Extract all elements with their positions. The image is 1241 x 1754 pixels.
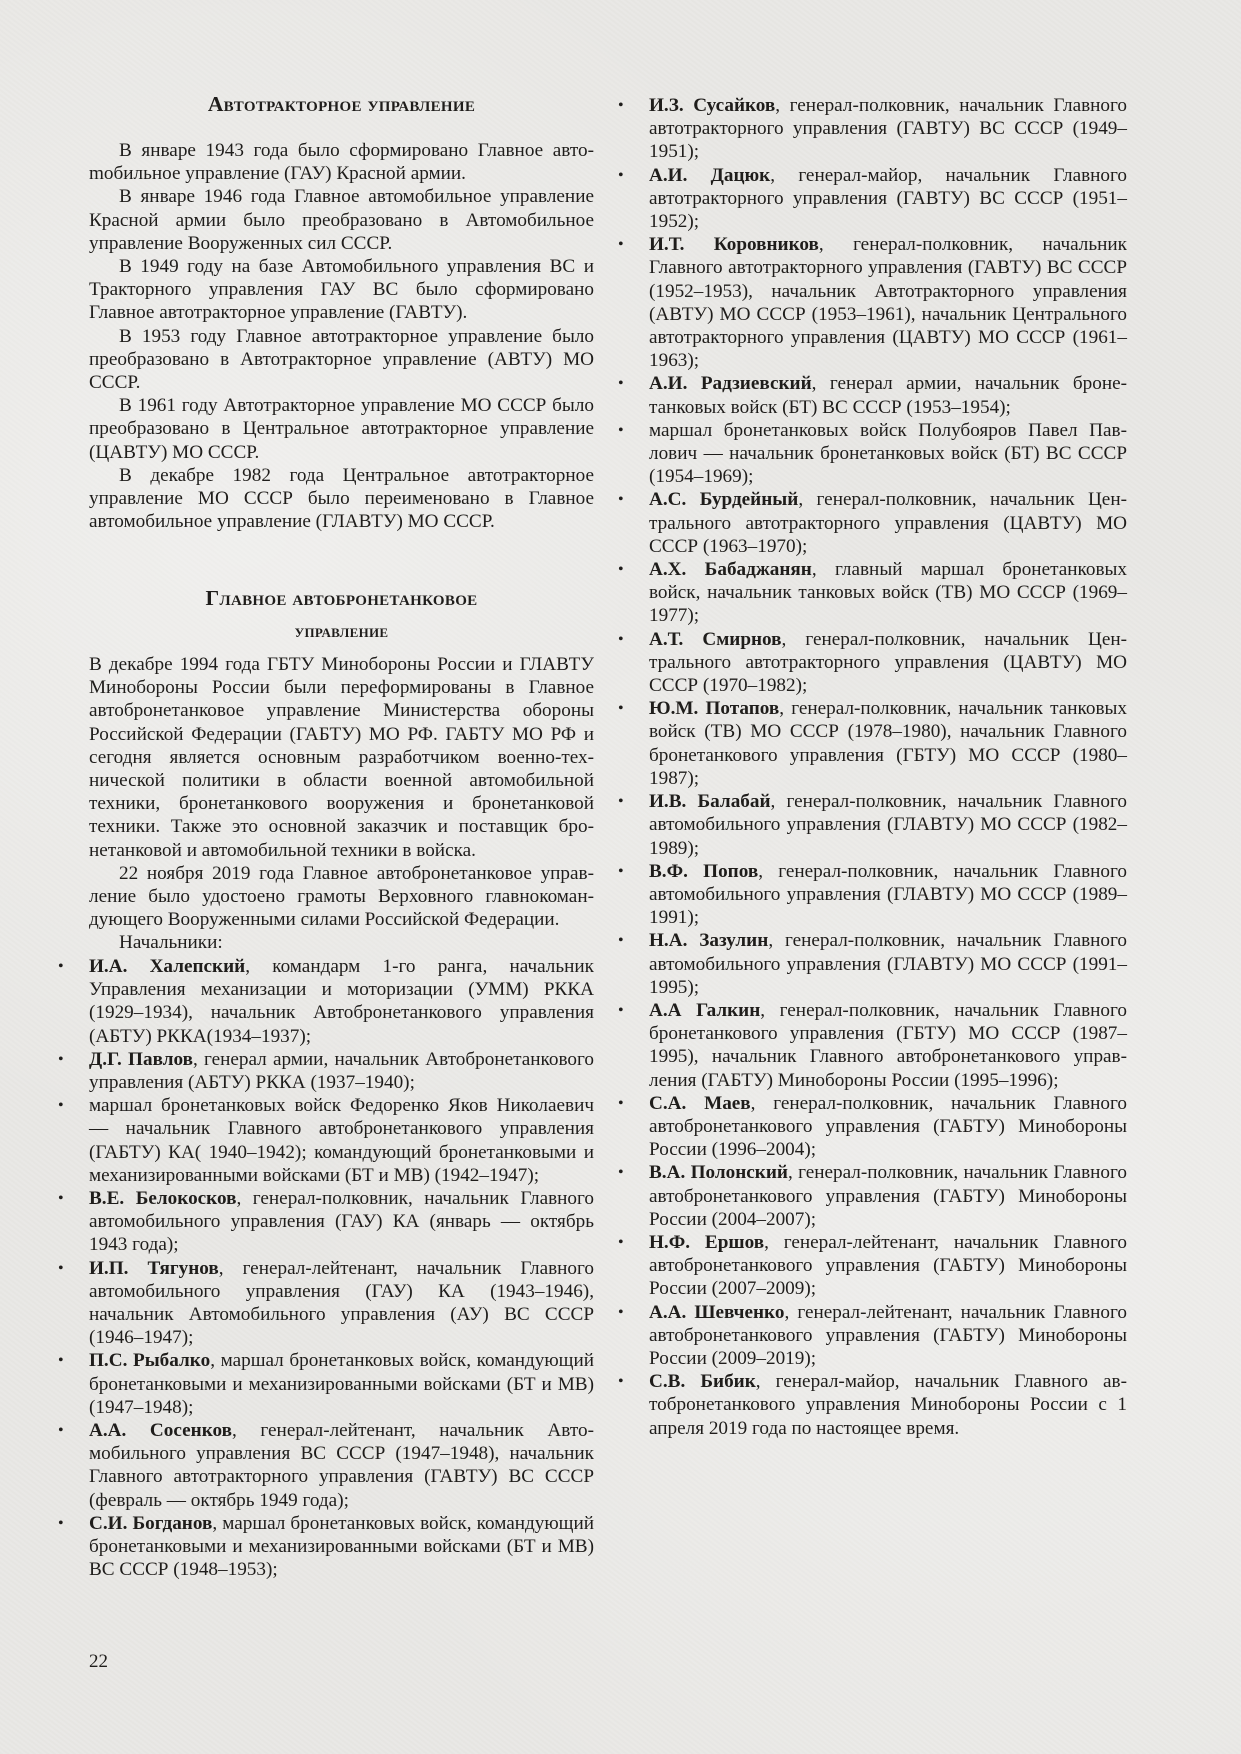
section-autotractor-body — [89, 139, 594, 533]
bullet-icon: • — [618, 793, 624, 811]
leader-name: И.Т. Коровников — [649, 234, 819, 256]
section-gabtu-body — [89, 653, 594, 955]
bullet-icon: • — [58, 1097, 64, 1115]
leader-list-item — [59, 1094, 594, 1187]
leader-name: Ю.М. Потапов — [649, 698, 780, 720]
leaders-list-left — [59, 955, 594, 1581]
leader-name: Д.Г. Павлов — [89, 1048, 193, 1070]
leader-list-item — [619, 558, 1127, 628]
leader-name: И.П. Тягунов — [89, 1257, 219, 1279]
leader-name: А.А Галкин — [649, 999, 761, 1021]
leader-name: С.А. Маев — [649, 1092, 751, 1114]
paragraph: 22 ноября 2019 года Главное автобронетанковое управление было удостоено грамоты Верховного главнокомандующего Вооруженными силами Российской Федерации. — [89, 862, 594, 931]
leader-list-item — [619, 1092, 1127, 1162]
leader-list-item — [619, 628, 1127, 698]
leader-list-item — [619, 233, 1127, 372]
leader-list-item — [619, 1161, 1127, 1231]
leader-description: маршал бронетанковых войск Полубояров Павел Павлович — начальник бронетанковых войск (БТ) ВС СССР (1954–1969); — [649, 419, 1127, 488]
leader-list-item — [619, 419, 1127, 489]
leader-list-item — [619, 164, 1127, 234]
leader-description: , генерал-полковник, начальник Главного автомобильного управления (ГЛАВТУ) МО СССР (1989–1991); — [649, 860, 1127, 929]
leaders-intro: Начальники: — [119, 932, 223, 954]
leader-name: С.И. Богданов — [89, 1512, 213, 1534]
leader-list-item — [619, 697, 1127, 790]
heading-line-2: управление — [294, 621, 389, 642]
leader-description: , генерал-полковник, начальник Главного автомобильного управления (ГЛАВТУ) МО СССР (1991–1995); — [649, 930, 1128, 998]
leader-description: , маршал бронетанковых войск, командующий бронетанковыми и механизированными войсками (БТ и МВ) ВС СССР (1948–1953); — [89, 1512, 594, 1581]
bullet-icon: • — [618, 1164, 624, 1182]
leader-description: , генерал армии, начальник Автобронетанкового управления (АБТУ) РККА (1937–1940); — [89, 1048, 594, 1094]
leader-description: , генерал-майор, начальник Главного автотракторного управления (ГАВТУ) ВС СССР (1951–1952); — [649, 164, 1127, 233]
page-number: 22 — [89, 1651, 108, 1672]
bullet-icon: • — [58, 1190, 64, 1208]
leader-description: , главный маршал бронетанковых войск, начальник танковых войск (ТВ) МО СССР (1969–1977); — [649, 559, 1127, 627]
leader-name: Н.Ф. Ершов — [649, 1231, 765, 1253]
leader-name: П.С. Рыбалко — [89, 1350, 211, 1372]
leader-list-item — [619, 999, 1127, 1092]
leader-list-item — [59, 1257, 594, 1350]
leader-description: , генерал-лейтенант, начальник Главного автобронетанкового управления (ГАБТУ) Минобороны России (2009–2019); — [649, 1301, 1127, 1369]
leader-list-item — [619, 372, 1127, 418]
leader-description: , генерал-полковник, начальник Центрального автотракторного управления (ЦАВТУ) МО СССР (1963–1970); — [649, 489, 1127, 557]
bullet-icon: • — [618, 97, 624, 114]
leader-list-item — [619, 929, 1127, 999]
bullet-icon: • — [618, 375, 624, 393]
leader-description: , генерал-полковник, начальник Главного автобронетанкового управления (ГАБТУ) Минобороны России (1996–2004); — [649, 1092, 1127, 1161]
leader-description: , маршал бронетанковых войск, командующий бронетанковыми и механизированными войсками (БТ и МВ) (1947–1948); — [89, 1350, 594, 1418]
bullet-icon: • — [618, 630, 624, 648]
leader-description: , генерал-полковник, начальник Главного автобронетанкового управления (ГАБТУ) Минобороны России (2004–2007); — [649, 1162, 1127, 1230]
bullet-icon: • — [618, 1001, 624, 1019]
leaders-list — [619, 94, 1127, 1440]
leader-name: А.А. Шевченко — [649, 1301, 785, 1323]
bullet-icon: • — [618, 862, 624, 880]
leader-name: В.А. Полонский — [649, 1162, 788, 1184]
bullet-icon: • — [618, 932, 624, 950]
paragraph: В 1953 году Главное автотракторное управление было преобразовано в Автотракторное управление (АВТУ) МО СССР. — [89, 325, 594, 394]
leader-description: , генерал-майор, начальник Главного автобронетанкового управления Минобороны России с 1 апреля 2019 года по настоящее время. — [649, 1371, 1127, 1439]
bullet-icon: • — [618, 561, 624, 579]
heading-line-1: Главное автобронетанковое — [205, 586, 478, 610]
paragraph: В декабре 1982 года Центральное автотракторное управление МО СССР было переименовано в Главное автомобильное управление (ГЛАВТУ) МО СССР. — [89, 464, 594, 533]
leader-name: В.Е. Белокосков — [89, 1188, 237, 1210]
leader-list-item — [59, 1419, 594, 1512]
bullet-icon: • — [618, 491, 624, 509]
leader-description: , генерал-лейтенант, начальник Автомобильного управления ВС СССР (1947–1948), начальник Главного автотракторного управления (ГАВТУ) ВС СССР (февраль — октябрь 1949 года); — [89, 1420, 594, 1511]
leader-name: И.В. Балабай — [649, 791, 771, 813]
leader-list-item — [619, 488, 1127, 558]
bullet-icon: • — [58, 1259, 64, 1277]
bullet-icon: • — [618, 1094, 624, 1112]
bullet-icon: • — [618, 421, 624, 439]
leader-list-item — [619, 1231, 1127, 1301]
leader-name: А.Х. Бабаджанян — [649, 559, 812, 581]
leader-name: И.З. Сусайков — [649, 95, 776, 116]
leader-list-item — [619, 860, 1127, 930]
leader-name: А.Т. Смирнов — [649, 628, 782, 650]
leader-name: И.А. Халепский — [89, 956, 246, 977]
leader-list-item — [59, 1349, 594, 1419]
bullet-icon: • — [618, 1373, 624, 1391]
leader-name: А.И. Дацюк — [649, 164, 771, 186]
bullet-icon: • — [618, 700, 624, 718]
leader-list-item — [619, 790, 1127, 860]
leader-description: , генерал-полковник, начальник Главного автомобильного управления (ГЛАВТУ) МО СССР (1982–1989); — [649, 791, 1127, 859]
leader-list-item — [619, 1301, 1127, 1371]
bullet-icon: • — [58, 1050, 64, 1068]
leader-description: , генерал-лейтенант, начальник Главного автобронетанкового управления (ГАБТУ) Минобороны России (2007–2009); — [649, 1231, 1127, 1300]
paragraph: В 1949 году на базе Автомобильного управления ВС и Тракторного управления ГАУ ВС было сформировано Главное автотракторное управление (ГАВТУ). — [89, 256, 594, 324]
leader-description: , генерал-полковник, начальник танковых войск (ТВ) МО СССР (1978–1980), начальник Главного бронетанкового управления (ГБТУ) МО СССР (1980–1987); — [649, 698, 1127, 789]
paragraph: В декабре 1994 года ГБТУ Минобороны России и ГЛАВТУ Минобороны России были переформированы в Главное автобронетанковое управление Министерства обороны Российской Федерации (ГАБТУ) МО РФ. ГАБТУ МО РФ и сегодня является основным разработчиком военно-технической политики в области военной автомобильной техники, бронетанкового вооружения и бронетанковой техники. Также это основной заказчик и поставщик бронетанковой и автомобильной техники в войска. — [89, 654, 594, 861]
paragraph: В 1961 году Автотракторное управление МО СССР было преобразовано в Центральное автотракторное управление (ЦАВТУ) МО СССР. — [89, 395, 594, 463]
leader-description: , командарм 1-го ранга, начальник Управления механизации и моторизации (УММ) РККА (1929–1934), начальник Автобронетанкового управления (АБТУ) РККА(1934–1937); — [89, 956, 594, 1047]
leader-name: А.А. Сосенков — [89, 1420, 232, 1442]
leader-description: , генерал-полковник, начальник Главного автотракторного управления (ГАВТУ) ВС СССР (1949–1951); — [649, 95, 1128, 163]
bullet-icon: • — [58, 1514, 64, 1532]
leader-description: , генерал армии, начальник бронетанковых войск (БТ) ВС СССР (1953–1954); — [649, 373, 1127, 418]
leader-name: А.И. Радзиевский — [649, 373, 812, 395]
bullet-icon: • — [618, 166, 624, 184]
leader-name: С.В. Бибик — [649, 1371, 756, 1393]
leader-description: , генерал-лейтенант, начальник Главного автомобильного управления (ГАУ) КА (1943–1946), начальник Автомобильного управления (АУ) ВС СССР (1946–1947); — [89, 1257, 594, 1349]
leader-description: , генерал-полковник, начальник Главного автомобильного управления (ГАУ) КА (январь — октябрь 1943 года); — [89, 1188, 594, 1256]
leader-description: , генерал-полковник, начальник Главного бронетанкового управления (ГБТУ) МО СССР (1987–1995), начальник Главного автобронетанкового управления (ГАБТУ) Минобороны России (1995–1996); — [649, 999, 1127, 1091]
bullet-icon: • — [618, 1233, 624, 1251]
leader-list-item — [59, 1048, 594, 1094]
leader-list-item — [619, 94, 1127, 164]
leader-name: А.С. Бурдейный — [649, 489, 799, 511]
bullet-icon: • — [618, 236, 624, 254]
leaders-list-right — [619, 94, 1127, 1440]
leader-name: В.Ф. Попов — [649, 860, 759, 882]
leader-description: , генерал-полковник, начальник Центрального автотракторного управления (ЦАВТУ) МО СССР (1970–1982); — [649, 628, 1127, 697]
leader-name: Н.А. Зазулин — [649, 930, 769, 952]
bullet-icon: • — [618, 1303, 624, 1321]
leader-list-item — [619, 1370, 1127, 1440]
leader-list-item — [59, 955, 594, 1048]
bullet-icon: • — [58, 1352, 64, 1370]
bullet-icon: • — [58, 958, 64, 975]
leaders-list — [59, 955, 594, 1581]
bullet-icon: • — [58, 1422, 64, 1440]
section-heading-autotractor: Автотракторное управление — [207, 92, 476, 116]
leader-description: , генерал-полковник, начальник Главного автотракторного управления (ГАВТУ) ВС СССР (1952–1953), начальник Автотракторного управления (АВТУ) МО СССР (1953–1961), начальник Центрального автотракторного управления (ЦАВТУ) МО СССР (1961–1963); — [649, 234, 1127, 372]
paragraph: В январе 1943 года было сформировано Главное автоmобильное управление (ГАУ) Красной армии. — [89, 140, 594, 185]
section-heading-gabtu — [89, 582, 594, 648]
paragraph: В январе 1946 года Главное автомобильное управление Красной армии было преобразовано в Автомобильное управление Вооруженных сил СССР. — [89, 186, 594, 254]
leader-description: маршал бронетанковых войск Федоренко Яков Николаевич — начальник Главного автобронетанкового управления (ГАБТУ) КА( 1940–1942); командующий бронетанковыми и механизированными войсками (БТ и МВ) (1942–1947); — [89, 1095, 594, 1186]
leader-list-item — [59, 1512, 594, 1582]
leader-list-item — [59, 1187, 594, 1257]
